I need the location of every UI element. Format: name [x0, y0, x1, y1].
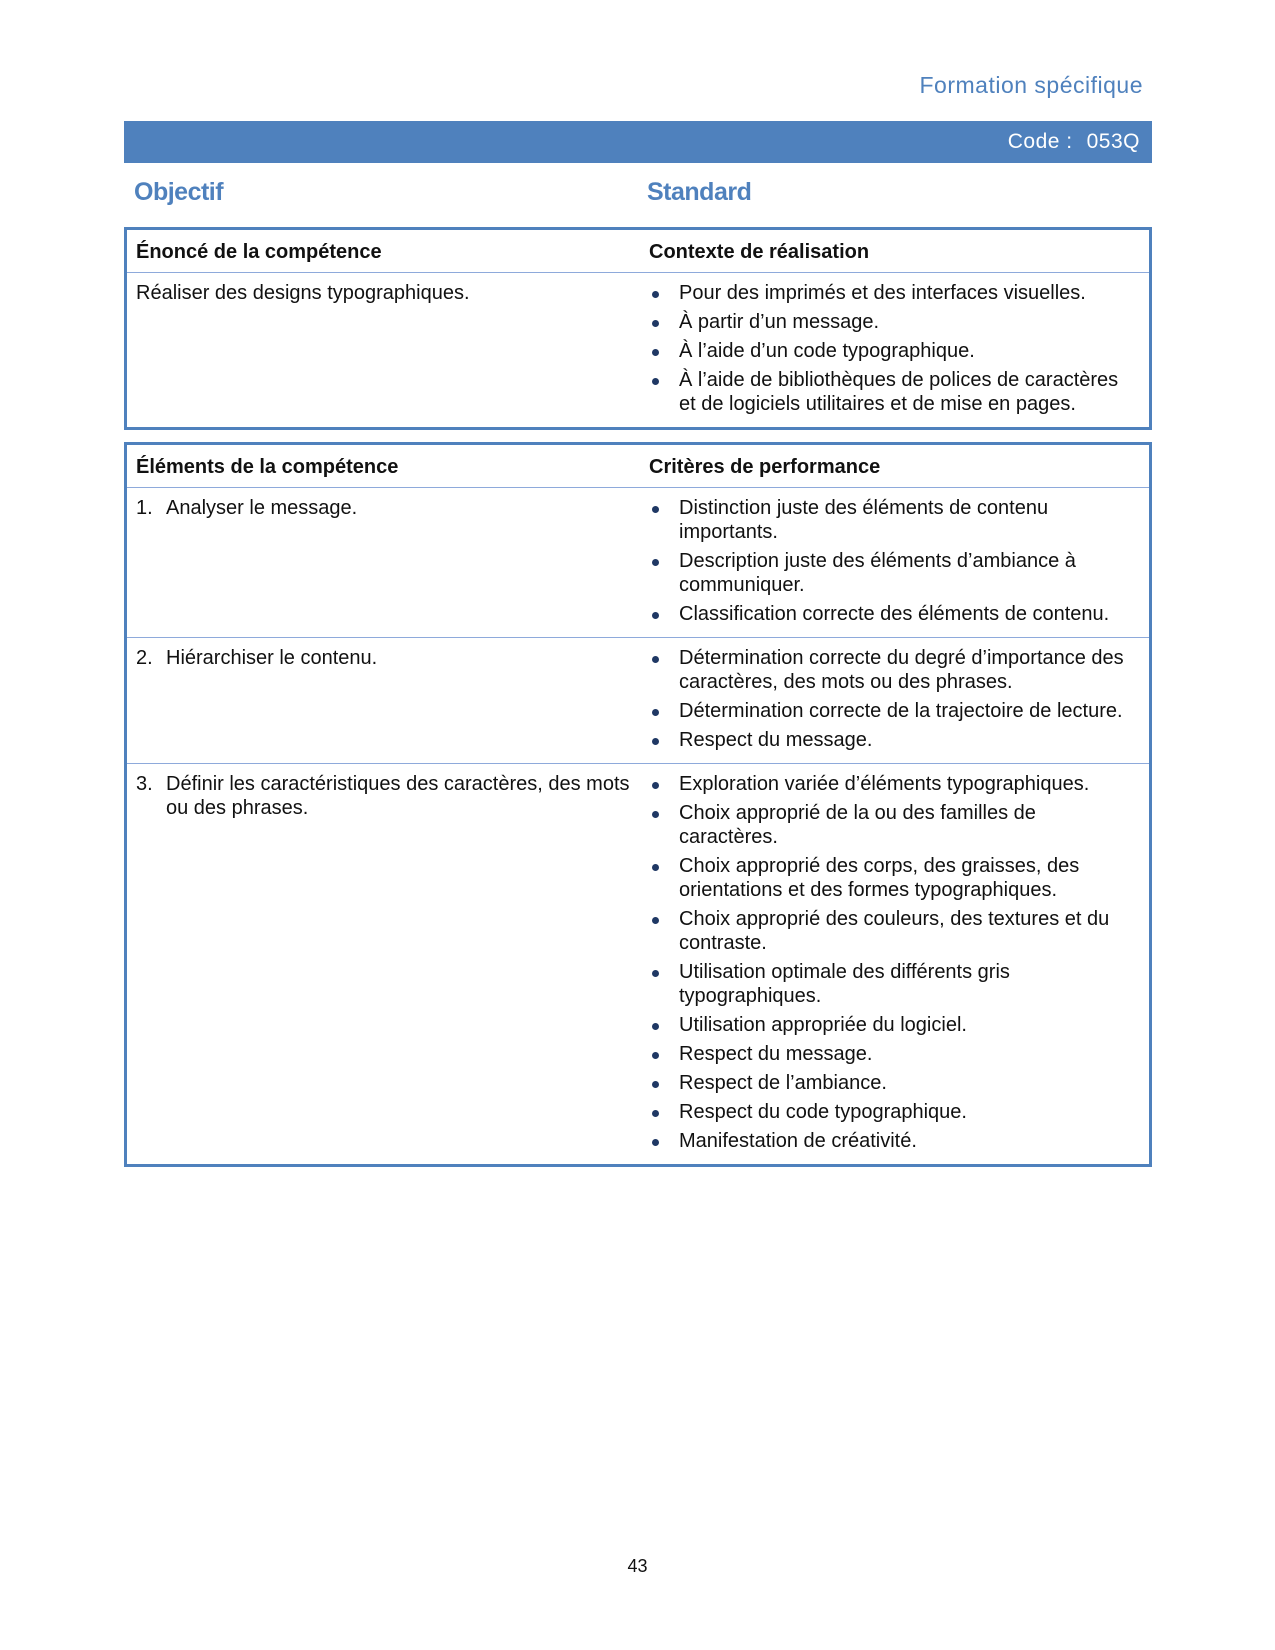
context-list — [649, 281, 1140, 416]
list-item: Respect du message. — [649, 728, 1140, 752]
list-item: Détermination correcte du degré d’importance des caractères, des mots ou des phrases. — [649, 646, 1140, 694]
list-item: Choix approprié des couleurs, des textures et du contraste. — [649, 907, 1140, 955]
competence-statement: Réaliser des designs typographiques. — [136, 282, 470, 304]
element-text: Définir les caractéristiques des caractères, des mots ou des phrases. — [166, 773, 630, 819]
table-row — [126, 764, 1151, 1166]
list-item: Respect de l’ambiance. — [649, 1071, 1140, 1095]
column-header: Critères de performance — [640, 444, 1151, 488]
list-item: À l’aide de bibliothèques de polices de caractères et de logiciels utilitaires et de mise en pages. — [649, 368, 1140, 416]
table-header-row — [126, 444, 1151, 488]
code-value: 053Q — [1086, 130, 1140, 153]
table-header-row — [126, 229, 1151, 273]
list-item: À l’aide d’un code typographique. — [649, 339, 1140, 363]
header-title: Formation spécifique — [919, 72, 1143, 98]
section-standard: Standard — [647, 178, 752, 206]
list-item: Respect du code typographique. — [649, 1100, 1140, 1124]
list-item: Distinction juste des éléments de contenu importants. — [649, 496, 1140, 544]
criteria-list — [649, 772, 1140, 1153]
column-header: Énoncé de la compétence — [126, 229, 641, 273]
competence-table — [124, 227, 1152, 430]
list-item: Manifestation de créativité. — [649, 1129, 1140, 1153]
list-item: Détermination correcte de la trajectoire de lecture. — [649, 699, 1140, 723]
competence-element — [136, 646, 631, 670]
list-item: Description juste des éléments d’ambiance à communiquer. — [649, 549, 1140, 597]
element-number: 1. — [136, 497, 153, 519]
criteria-list — [649, 646, 1140, 752]
list-item: Choix approprié de la ou des familles de caractères. — [649, 801, 1140, 849]
table-row — [126, 638, 1151, 764]
criteria-list — [649, 496, 1140, 626]
element-text: Analyser le message. — [166, 497, 358, 519]
page-number: 43 — [627, 1556, 648, 1576]
code-label: Code : — [1007, 130, 1073, 153]
table-row — [126, 488, 1151, 638]
element-number: 2. — [136, 647, 153, 669]
list-item: Utilisation optimale des différents gris typographiques. — [649, 960, 1140, 1008]
column-header: Éléments de la compétence — [126, 444, 641, 488]
list-item: Respect du message. — [649, 1042, 1140, 1066]
list-item: Pour des imprimés et des interfaces visuelles. — [649, 281, 1140, 305]
list-item: À partir d’un message. — [649, 310, 1140, 334]
element-number: 3. — [136, 773, 153, 795]
table-row — [126, 273, 1151, 429]
list-item: Utilisation appropriée du logiciel. — [649, 1013, 1140, 1037]
section-objectif: Objectif — [134, 178, 224, 206]
competence-element — [136, 772, 631, 820]
list-item: Classification correcte des éléments de contenu. — [649, 602, 1140, 626]
list-item: Exploration variée d’éléments typographiques. — [649, 772, 1140, 796]
elements-table — [124, 442, 1152, 1167]
competence-element — [136, 496, 631, 520]
list-item: Choix approprié des corps, des graisses, des orientations et des formes typographiques. — [649, 854, 1140, 902]
code-band — [124, 121, 1152, 163]
element-text: Hiérarchiser le contenu. — [166, 647, 378, 669]
column-header: Contexte de réalisation — [640, 229, 1151, 273]
